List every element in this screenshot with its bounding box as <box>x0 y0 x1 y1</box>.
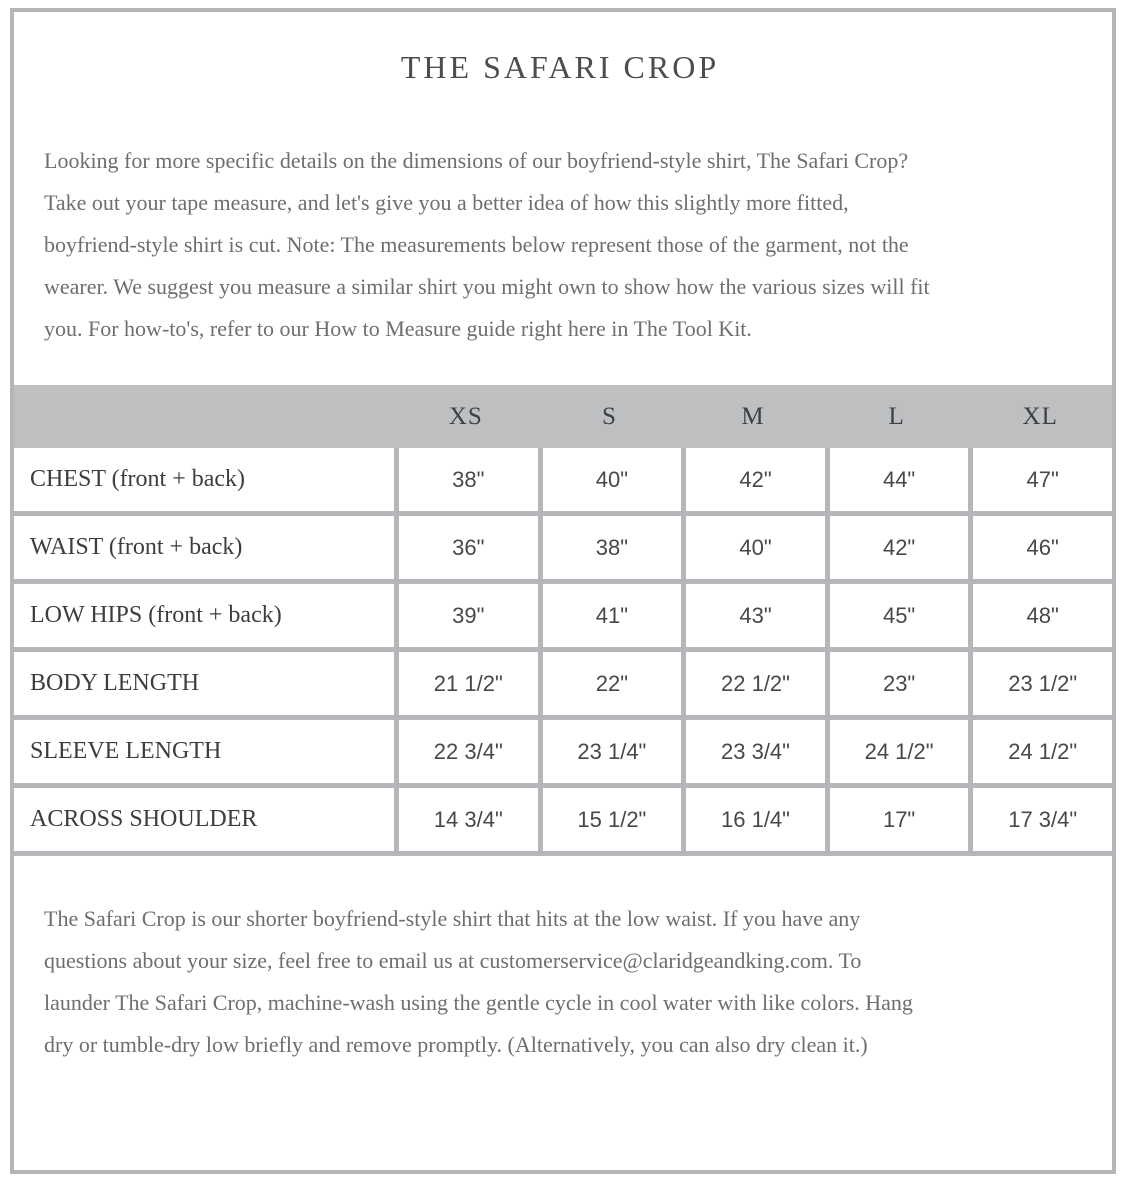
size-column-header: L <box>888 402 905 430</box>
measurement-value-cell: 17 3/4" <box>973 788 1112 851</box>
care-section <box>14 856 1112 1170</box>
measurement-value-cell: 23 1/4" <box>543 720 682 783</box>
measurement-value-cell: 44" <box>830 448 969 511</box>
intro-section <box>14 12 1112 385</box>
size-column-header: M <box>741 402 765 430</box>
measurement-value-cell: 41" <box>543 584 682 647</box>
paragraph-line: Looking for more specific details on the dimensions of our boyfriend-style shirt, The Safari Crop? <box>44 148 909 173</box>
measurement-value-cell: 40" <box>686 516 825 579</box>
measurement-row-label: CHEST (front + back) <box>14 448 394 511</box>
measurement-value-cell: 16 1/4" <box>686 788 825 851</box>
measurement-value-cell: 43" <box>686 584 825 647</box>
measurement-row-label: SLEEVE LENGTH <box>14 720 394 783</box>
paragraph-line: boyfriend-style shirt is cut. Note: The measurements below represent those of the garment, not the <box>44 232 909 257</box>
measurement-value-cell: 23 3/4" <box>686 720 825 783</box>
paragraph-line: dry or tumble-dry low briefly and remove promptly. (Alternatively, you can also dry clean it.) <box>44 1032 868 1057</box>
measurement-value-cell: 38" <box>399 448 538 511</box>
paragraph-line: launder The Safari Crop, machine-wash using the gentle cycle in cool water with like colors. Hang <box>44 990 913 1015</box>
measurement-value-cell: 14 3/4" <box>399 788 538 851</box>
size-column-header: XS <box>448 402 483 430</box>
paragraph-line: questions about your size, feel free to email us at customerservice@claridgeandking.com. To <box>44 948 862 973</box>
paragraph-line: The Safari Crop is our shorter boyfriend-style shirt that hits at the low waist. If you have any <box>44 906 861 931</box>
measurement-value-cell: 38" <box>543 516 682 579</box>
measurement-value-cell: 22 3/4" <box>399 720 538 783</box>
measurement-value-cell: 46" <box>973 516 1112 579</box>
measurement-row-label: LOW HIPS (front + back) <box>14 584 394 647</box>
measurements-table <box>14 448 1112 856</box>
measurement-value-cell: 48" <box>973 584 1112 647</box>
measurement-value-cell: 39" <box>399 584 538 647</box>
intro-paragraph <box>44 140 1076 350</box>
size-column-header: S <box>601 402 617 430</box>
paragraph-line: Take out your tape measure, and let's give you a better idea of how this slightly more fitted, <box>44 190 849 215</box>
measurement-value-cell: 21 1/2" <box>399 652 538 715</box>
measurement-value-cell: 47" <box>973 448 1112 511</box>
measurement-row-label: ACROSS SHOULDER <box>14 788 394 851</box>
size-header-row <box>14 385 1112 448</box>
size-column-header: XL <box>1022 402 1058 430</box>
measurement-value-cell: 17" <box>830 788 969 851</box>
measurement-value-cell: 24 1/2" <box>973 720 1112 783</box>
measurement-value-cell: 42" <box>830 516 969 579</box>
measurement-value-cell: 42" <box>686 448 825 511</box>
paragraph-line: wearer. We suggest you measure a similar shirt you might own to show how the various sizes will fit <box>44 274 930 299</box>
measurement-value-cell: 23" <box>830 652 969 715</box>
measurement-value-cell: 22 1/2" <box>686 652 825 715</box>
measurement-row-label: WAIST (front + back) <box>14 516 394 579</box>
measurement-value-cell: 45" <box>830 584 969 647</box>
care-paragraph <box>44 898 1076 1066</box>
measurement-value-cell: 23 1/2" <box>973 652 1112 715</box>
measurement-value-cell: 36" <box>399 516 538 579</box>
measurement-value-cell: 22" <box>543 652 682 715</box>
measurement-value-cell: 40" <box>543 448 682 511</box>
page-title: THE SAFARI CROP <box>400 49 720 85</box>
size-guide-panel <box>10 8 1116 1174</box>
measurement-value-cell: 24 1/2" <box>830 720 969 783</box>
measurement-value-cell: 15 1/2" <box>543 788 682 851</box>
measurement-row-label: BODY LENGTH <box>14 652 394 715</box>
paragraph-line: you. For how-to's, refer to our How to Measure guide right here in The Tool Kit. <box>44 316 752 341</box>
